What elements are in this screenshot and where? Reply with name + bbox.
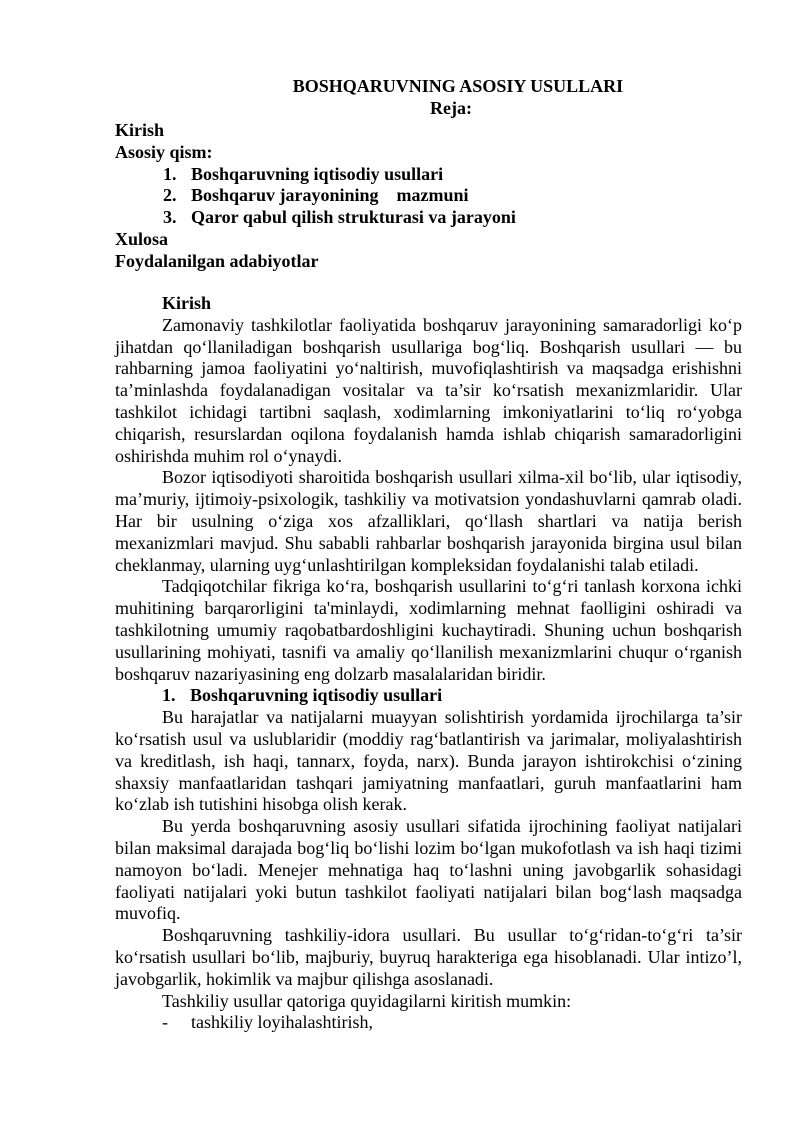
list-item-text: tashkiliy loyihalashtirish, <box>191 1012 373 1033</box>
outline-item-number: 2. <box>163 185 177 206</box>
list-dash: - <box>162 1012 168 1033</box>
section-1-paragraph: Boshqaruvning tashkiliy-idora usullari. Bu usullar to‘g‘ridan-to‘g‘ri ta’sir ko‘rsatish usullari bo‘lib, majburiy, buyruq harakteriga ega hisoblanadi. Ular intizo’l, javobgarlik, hokimlik va majbur qilishga asoslanadi. <box>115 925 742 989</box>
intro-paragraph: Tadqiqotchilar fikriga ko‘ra, boshqarish usullarini to‘g‘ri tanlash korxona ichki muhitining barqarorligini ta'minlaydi, xodimlarning mehnat faolligini oshiradi va tashkilotning umumiy raqobatbardoshligini kuchaytiradi. Shuning uchun boshqarish usullarining mohiyati, tasnifi va amaliy qo‘llanilish mexanizmlarini chuqur o‘rganish boshqaruv nazariyasining eng dolzarb masalalaridan biridir. <box>115 576 742 684</box>
outline-item <box>115 207 516 229</box>
outline-intro: Kirish <box>115 120 165 140</box>
document-title: BOSHQARUVNING ASOSIY USULLARI <box>292 76 624 96</box>
outline-item-text: Boshqaruvning iqtisodiy usullari <box>191 163 444 184</box>
outline-references: Foydalanilgan adabiyotlar <box>115 250 319 271</box>
outline-item-text: Qaror qabul qilish strukturasi va jarayoni <box>191 207 516 228</box>
section-1-paragraph: Tashkiliy usullar qatoriga quyidagilarni kiritish mumkin: <box>162 990 572 1011</box>
outline-item-text: Boshqaruv jarayonining mazmuni <box>191 185 469 206</box>
section-1-title: Boshqaruvning iqtisodiy usullari <box>190 685 443 706</box>
outline-item-number: 3. <box>163 207 177 228</box>
plan-heading: Reja: <box>430 98 472 118</box>
list-item <box>115 1012 742 1034</box>
section-1-number: 1. <box>162 685 176 706</box>
section-1-heading <box>115 685 742 707</box>
outline-conclusion: Xulosa <box>115 228 169 249</box>
intro-paragraph: Bozor iqtisodiyoti sharoitida boshqarish usullari xilma-xil bo‘lib, ular iqtisodiy, ma’muriy, ijtimoiy-psixologik, tashkiliy va motivatsion yondashuvlarni qamrab oladi. Har bir usulning o‘ziga xos afzalliklari, qo‘llash shartlari va natija berish mexanizmlari mavjud. Shu sababli rahbarlar boshqarish jarayonida birgina usul bilan cheklanmay, ularning uyg‘unlashtirilgan kompleksidan foydalanishi talab etiladi. <box>115 467 742 575</box>
section-1-paragraph: Bu harajatlar va natijalarni muayyan solishtirish yordamida ijrochilarga ta’sir ko‘rsatish usul va uslublaridir (moddiy rag‘batlantirish va jarimalar, moliyalashtirish va kreditlash, ish haqi, tannarx, foyda, narx). Bunda jarayon ishtirokchisi o‘zining shaxsiy manfaatlaridan tashqari jamiyatning manfaatlari, guruh manfaatlarini ham ko‘zlab ish tutishini hisobga olish kerak. <box>115 707 742 815</box>
document-body <box>115 293 742 1034</box>
plan-outline <box>115 120 516 273</box>
outline-item-number: 1. <box>163 163 177 184</box>
outline-main: Asosiy qism: <box>115 141 213 162</box>
outline-item <box>115 185 469 207</box>
outline-item <box>115 163 444 186</box>
section-1-paragraph: Bu yerda boshqaruvning asosiy usullari sifatida ijrochining faoliyat natijalari bilan maksimal darajada bog‘liq bo‘lishi lozim bo‘lgan mukofotlash va ish haqi tizimi namoyon bo‘ladi. Menejer mehnatiga haq to‘lashni uning javobgarlik sohasidagi faoliyati natijalari yoki butun tashkilot faoliyati natijalari bilan bog‘lash maqsadga muvofiq. <box>115 816 742 924</box>
intro-paragraph: Zamonaviy tashkilotlar faoliyatida boshqaruv jarayonining samaradorligi ko‘p jihatdan qo‘llaniladigan boshqarish usullariga bog‘liq. Boshqarish usullari — bu rahbarning jamoa faoliyatini yo‘naltirish, muvofiqlashtirish va maqsadga erishishni ta’minlashda foydalanadigan vositalar va ta’sir ko‘rsatish mexanizmlaridir. Ular tashkilot ichidagi tartibni saqlash, xodimlarning imkoniyatlarini to‘liq ro‘yobga chiqarish, resurslardan oqilona foydalanish hamda ishlab chiqarish samaradorligini oshirishda muhim rol o‘ynaydi. <box>115 314 742 466</box>
intro-heading: Kirish <box>162 293 212 313</box>
